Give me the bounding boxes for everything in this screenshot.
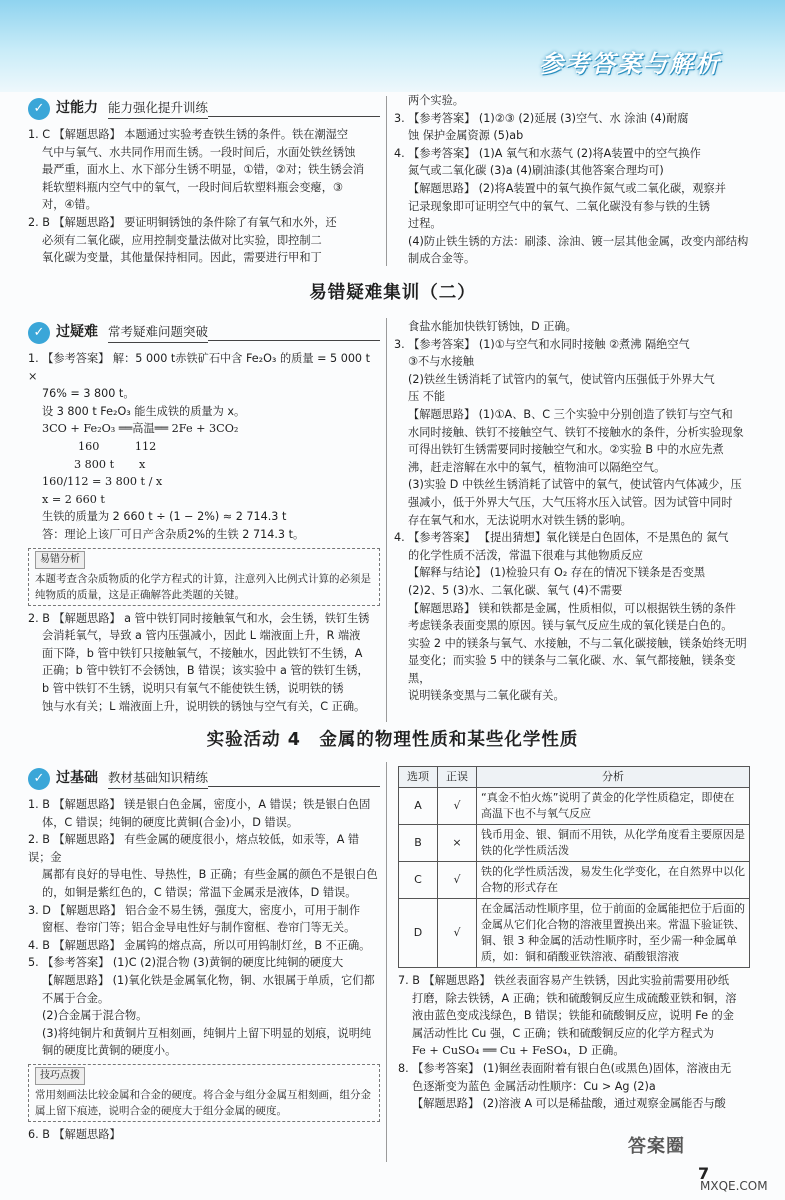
text-line: 不属于合金。 bbox=[42, 991, 110, 1005]
check-badge-icon: ✓ bbox=[28, 768, 50, 790]
column-divider-bottom bbox=[386, 762, 387, 1162]
text-line: 76% = 3 800 t。 bbox=[42, 387, 135, 401]
text-line: 生铁的质量为 2 660 t ÷ (1 − 2%) ≈ 2 714.3 t bbox=[42, 510, 287, 524]
header-rule bbox=[208, 326, 380, 341]
header-title: 过能力 bbox=[56, 100, 98, 117]
column-divider-top bbox=[386, 96, 387, 266]
table-row bbox=[399, 788, 750, 825]
text-line: 蚀与水有关；L 端液面上升，说明铁的锈蚀与空气有关，C 正确。 bbox=[42, 699, 366, 713]
cell-analysis: 钱币用金、银、铜而不用铁，从化学角度看主要原因是铁的化学性质活泼 bbox=[477, 825, 750, 862]
text-line: 【解题思路】 (1)①A、B、C 三个实验中分别创造了铁钉与空气和 bbox=[408, 407, 733, 421]
text-line: 1. 【参考答案】 解：5 000 t赤铁矿石中含 Fe₂O₃ 的质量 = 5 000 t × bbox=[28, 352, 370, 383]
cell-mark: × bbox=[438, 825, 477, 862]
section-title-experiment: 实验活动 4 金属的物理性质和某些化学性质 bbox=[206, 730, 579, 750]
answer-block bbox=[398, 972, 754, 1113]
text-line: 2. B 【解题思路】 有些金属的硬度很小，熔点较低，如汞等，A 错误；金 bbox=[28, 833, 360, 864]
cell-option: B bbox=[399, 825, 438, 862]
section-header-yinan bbox=[28, 320, 380, 346]
note-tag: 易错分析 bbox=[35, 551, 85, 569]
table-row bbox=[399, 899, 750, 968]
text-line: 打磨，除去铁锈，A 正确；铁和硫酸铜反应生成硫酸亚铁和铜，溶 bbox=[412, 991, 737, 1005]
text-line: 正确；b 管中铁钉不会锈蚀，B 错误；该实验中 a 管的铁钉生锈， bbox=[42, 664, 369, 678]
cell-mark: √ bbox=[438, 788, 477, 825]
text-line: 【解题思路】 (2)溶液 A 可以是稀盐酸，通过观察金属能否与酸 bbox=[412, 1097, 726, 1111]
bottom-left-column bbox=[28, 766, 380, 1144]
bottom-right-column bbox=[398, 766, 754, 1113]
text-line: 4. 【参考答案】 (1)A 氧气和水蒸气 (2)将A装置中的空气换作 bbox=[394, 146, 701, 160]
text-line: 考虑镁条表面变黑的原因。镁与氧气反应生成的氧化镁是白色的。 bbox=[408, 619, 733, 633]
cell-mark: √ bbox=[438, 899, 477, 968]
text-line: 设 3 800 t Fe₂O₃ 能生成铁的质量为 x。 bbox=[42, 404, 246, 418]
col-header-judgment: 正误 bbox=[438, 767, 477, 788]
text-line: 8. 【参考答案】 (1)铜丝表面附着有银白色(或黑色)固体，溶液由无 bbox=[398, 1061, 732, 1075]
note-text: 本题考查含杂质物质的化学方程式的计算，注意列入比例式计算的必须是纯物质的质量，这是正确解答此类题的关键。 bbox=[35, 572, 371, 601]
text-line: 存在氧气和水，无法说明水对铁生锈的影响。 bbox=[408, 513, 632, 527]
col-header-analysis: 分析 bbox=[477, 767, 750, 788]
text-line: 最严重，面水上、水下部分生锈不明显，①错，②对；铁生锈会消 bbox=[42, 163, 365, 177]
text-line: 面下降，b 管中铁钉只接触氧气，不接触水，因此铁钉不生锈，A bbox=[42, 646, 363, 660]
mid-right-column bbox=[394, 318, 754, 705]
text-line: 【解题思路】 (2)将A装置中的氧气换作氮气或二氧化碳，观察并 bbox=[408, 181, 726, 195]
text-line: (2)合金属于混合物。 bbox=[42, 1009, 148, 1023]
text-line: 3. D 【解题思路】 铝合金不易生锈，强度大，密度小，可用于制作 bbox=[28, 903, 361, 917]
top-left-column bbox=[28, 96, 380, 267]
text-line: ③不与水接触 bbox=[408, 355, 474, 369]
mid-left-column bbox=[28, 320, 380, 715]
text-line: 7. B 【解题思路】 铁丝表面容易产生铁锈，因此实验前需要用砂纸 bbox=[398, 974, 730, 987]
text-line: (2)2、5 (3)水、二氧化碳、氧气 (4)不需要 bbox=[408, 583, 623, 597]
text-line: 属活动性比 Cu 强，C 正确；铁和硫酸铜反应的化学方程式为 bbox=[412, 1026, 714, 1040]
table-row bbox=[399, 862, 750, 899]
check-badge-icon: ✓ bbox=[28, 98, 50, 120]
text-line: 氧化碳为变量，其他量保持相同。因此，需要进行甲和丁 bbox=[42, 251, 322, 265]
text-line: 水同时接触、铁钉不接触空气、铁钉不接触水的条件，分析实验现象 bbox=[408, 425, 744, 439]
header-title: 过疑难 bbox=[56, 324, 98, 341]
header-subtitle: 教材基础知识精练 bbox=[108, 769, 208, 789]
analysis-table bbox=[398, 766, 750, 968]
text-line: (3)将纯铜片和黄铜片互相刻画，纯铜片上留下明显的划痕，说明纯 bbox=[42, 1026, 372, 1040]
watermark-logo: 答案圈 bbox=[628, 1136, 685, 1157]
text-line: 过程。 bbox=[408, 217, 442, 231]
text-line: 实验 2 中的镁条与氧气、水接触，不与二氧化碳接触，镁条始终无明 bbox=[408, 636, 747, 650]
answer-block bbox=[28, 126, 380, 267]
text-line: 沸，赶走溶解在水中的氧气，植物油可以隔绝空气。 bbox=[408, 460, 666, 474]
text-line: 会消耗氧气，导致 a 管内压强减小，因此 L 端液面上升，R 端液 bbox=[42, 629, 361, 643]
table-header-row bbox=[399, 767, 750, 788]
text-line: 1. C 【解题思路】 本题通过实验考查铁生锈的条件。铁在潮湿空 bbox=[28, 128, 349, 141]
text-line: (4)防止铁生锈的方法：刷漆、涂油、镀一层其他金属，改变内部结构 bbox=[408, 234, 749, 248]
text-line: 色逐渐变为蓝色 金属活动性顺序：Cu > Ag (2)a bbox=[412, 1079, 656, 1093]
text-line: 说明镁条变黑与二氧化碳有关。 bbox=[408, 689, 565, 703]
text-line: 【解题思路】 (1)氧化铁是金属氧化物，铜、水银属于单质，它们都 bbox=[42, 973, 375, 987]
equation-line: 3CO + Fe₂O₃ ══高温══ 2Fe + 3CO₂ bbox=[42, 422, 239, 436]
text-line: 气中与氧气、水共同作用而生锈。一段时间后，水面处铁丝锈蚀 bbox=[42, 145, 356, 159]
cell-option: A bbox=[399, 788, 438, 825]
page-number: 7 bbox=[698, 1164, 710, 1183]
text-line: 2. B 【解题思路】 要证明铜锈蚀的条件除了有氧气和水外，还 bbox=[28, 215, 337, 229]
text-line: 体，C 错误；纯铜的硬度比黄铜(合金)小，D 错误。 bbox=[42, 815, 299, 829]
equation-line: Fe + CuSO₄ ══ Cu + FeSO₄，D 正确。 bbox=[412, 1044, 625, 1058]
equation-line: x = 2 660 t bbox=[42, 492, 105, 506]
text-line: 食盐水能加快铁钉锈蚀，D 正确。 bbox=[408, 320, 577, 333]
text-line: 铜的硬度比黄铜的硬度小。 bbox=[42, 1044, 177, 1058]
text-line: (2)铁丝生锈消耗了试管内的氧气，使试管内压强低于外界大气 bbox=[408, 372, 715, 386]
text-line: 制成合金等。 bbox=[408, 252, 476, 266]
check-badge-icon: ✓ bbox=[28, 322, 50, 344]
text-line: 6. B 【解题思路】 bbox=[28, 1127, 121, 1141]
table-row bbox=[399, 825, 750, 862]
text-line: 4. 【参考答案】 【提出猜想】氧化镁是白色固体，不是黑色的 氮气 bbox=[394, 531, 729, 545]
cell-analysis: 在金属活动性顺序里，位于前面的金属能把位于后面的金属从它们化合物的溶液里置换出来。常温下验证铁、铜、银 3 种金属的活动性顺序时，至少需一种金属单质，如：铜和硝酸亚铁溶液、硝酸银溶液 bbox=[477, 899, 750, 968]
text-line: 氮气或二氧化碳 (3)a (4)刷油漆(其他答案合理均可) bbox=[408, 164, 664, 178]
text-line: 必须有二氧化碳，应用控制变量法做对比实验，即控制二 bbox=[42, 233, 322, 247]
text-line: 记录现象即可证明空气中的氧气、二氧化碳没有参与铁的生锈 bbox=[408, 199, 711, 213]
cell-analysis: 铁的化学性质活泼，易发生化学变化，在自然界中以化合物的形式存在 bbox=[477, 862, 750, 899]
text-line: 强减小，低于外界大气压，大气压将水压入试管。因为试管中同时 bbox=[408, 495, 733, 509]
text-line: 的化学性质不活泼，常温下很难与其他物质反应 bbox=[408, 548, 643, 562]
text-line: 【解释与结论】 (1)检验只有 O₂ 存在的情况下镁条是否变黑 bbox=[408, 566, 706, 580]
text-line: 3. 【参考答案】 (1)①与空气和水同时接触 ②煮沸 隔绝空气 bbox=[394, 337, 690, 351]
banner-title: 参考答案与解析 bbox=[539, 50, 721, 78]
equation-line: 160 112 bbox=[78, 439, 157, 453]
cell-option: C bbox=[399, 862, 438, 899]
text-line: 【解题思路】 镁和铁都是金属，性质相似，可以根据铁生锈的条件 bbox=[408, 601, 736, 615]
text-line: 两个实验。 bbox=[408, 94, 464, 107]
text-line: (3)实验 D 中铁丝生锈消耗了试管中的氧气，使试管内气体减少，压 bbox=[408, 478, 742, 492]
column-divider-mid bbox=[386, 318, 387, 722]
section-header-jichu bbox=[28, 766, 380, 792]
text-line: 5. 【参考答案】 (1)C (2)混合物 (3)黄铜的硬度比纯铜的硬度大 bbox=[28, 956, 344, 970]
note-tag: 技巧点拨 bbox=[35, 1067, 85, 1085]
section-header-nengli bbox=[28, 96, 380, 122]
header-subtitle: 能力强化提升训练 bbox=[108, 99, 208, 119]
header-title: 过基础 bbox=[56, 770, 98, 787]
cell-analysis: “真金不怕火炼”说明了黄金的化学性质稳定，即使在高温下也不与氧气反应 bbox=[477, 788, 750, 825]
error-analysis-note bbox=[28, 548, 380, 606]
note-text: 常用刻画法比较金属和合金的硬度。将合金与组分金属互相刻画，组分金属上留下痕迹，说明合金的硬度大于组分金属的硬度。 bbox=[35, 1088, 371, 1117]
text-line: b 管中铁钉不生锈，说明只有氧气不能使铁生锈，说明铁的锈 bbox=[42, 681, 344, 695]
section-title-yicuo: 易错疑难集训（二） bbox=[309, 283, 476, 303]
top-right-column bbox=[394, 92, 754, 268]
header-rule bbox=[208, 102, 380, 117]
col-header-option: 选项 bbox=[399, 767, 438, 788]
text-line: 液由蓝色变成浅绿色，B 错误；铁能和硫酸铜反应，说明 Fe 的金 bbox=[412, 1009, 734, 1023]
cell-option: D bbox=[399, 899, 438, 968]
text-line: 1. B 【解题思路】 镁是银白色金属，密度小，A 错误；铁是银白色固 bbox=[28, 798, 371, 811]
tip-note bbox=[28, 1064, 380, 1122]
header-rule bbox=[208, 772, 380, 787]
text-line: 显变化；而实验 5 中的镁条与二氧化碳、水、氧气都接触，镁条变黑， bbox=[408, 654, 736, 685]
equation-line: 160/112 = 3 800 t / x bbox=[42, 475, 163, 489]
text-line: 窗框、卷帘门等；铝合金导电性好与制作窗框、卷帘门等无关。 bbox=[42, 921, 356, 935]
text-line: 可得出铁钉生锈需要同时接触空气和水。②实验 B 中的水应先煮 bbox=[408, 443, 724, 457]
text-line: 耗软塑料瓶内空气中的氧气，一段时间后软塑料瓶会变瘪，③ bbox=[42, 180, 343, 194]
text-line: 蚀 保护金属资源 (5)ab bbox=[408, 129, 524, 143]
equation-line: 3 800 t x bbox=[74, 457, 146, 471]
cell-mark: √ bbox=[438, 862, 477, 899]
text-line: 答：理论上该厂可日产含杂质2%的生铁 2 714.3 t。 bbox=[42, 527, 305, 541]
text-line: 对，④错。 bbox=[42, 198, 97, 212]
text-line: 压 不能 bbox=[408, 390, 446, 404]
text-line: 2. B 【解题思路】 a 管中铁钉同时接触氧气和水，会生锈，铁钉生锈 bbox=[28, 611, 370, 625]
text-line: 属都有良好的导电性、导热性，B 正确；有些金属的颜色不是银白色 bbox=[42, 868, 378, 882]
text-line: 4. B 【解题思路】 金属钨的熔点高，所以可用钨制灯丝，B 不正确。 bbox=[28, 938, 371, 952]
watermark-url: MXQE.COM bbox=[700, 1179, 768, 1193]
text-line: 的，如铜是紫红色的，C 错误；常温下金属汞是液体，D 错误。 bbox=[42, 885, 357, 899]
text-line: 3. 【参考答案】 (1)②③ (2)延展 (3)空气、水 涂油 (4)耐腐 bbox=[394, 111, 689, 125]
header-subtitle: 常考疑难问题突破 bbox=[108, 323, 208, 343]
